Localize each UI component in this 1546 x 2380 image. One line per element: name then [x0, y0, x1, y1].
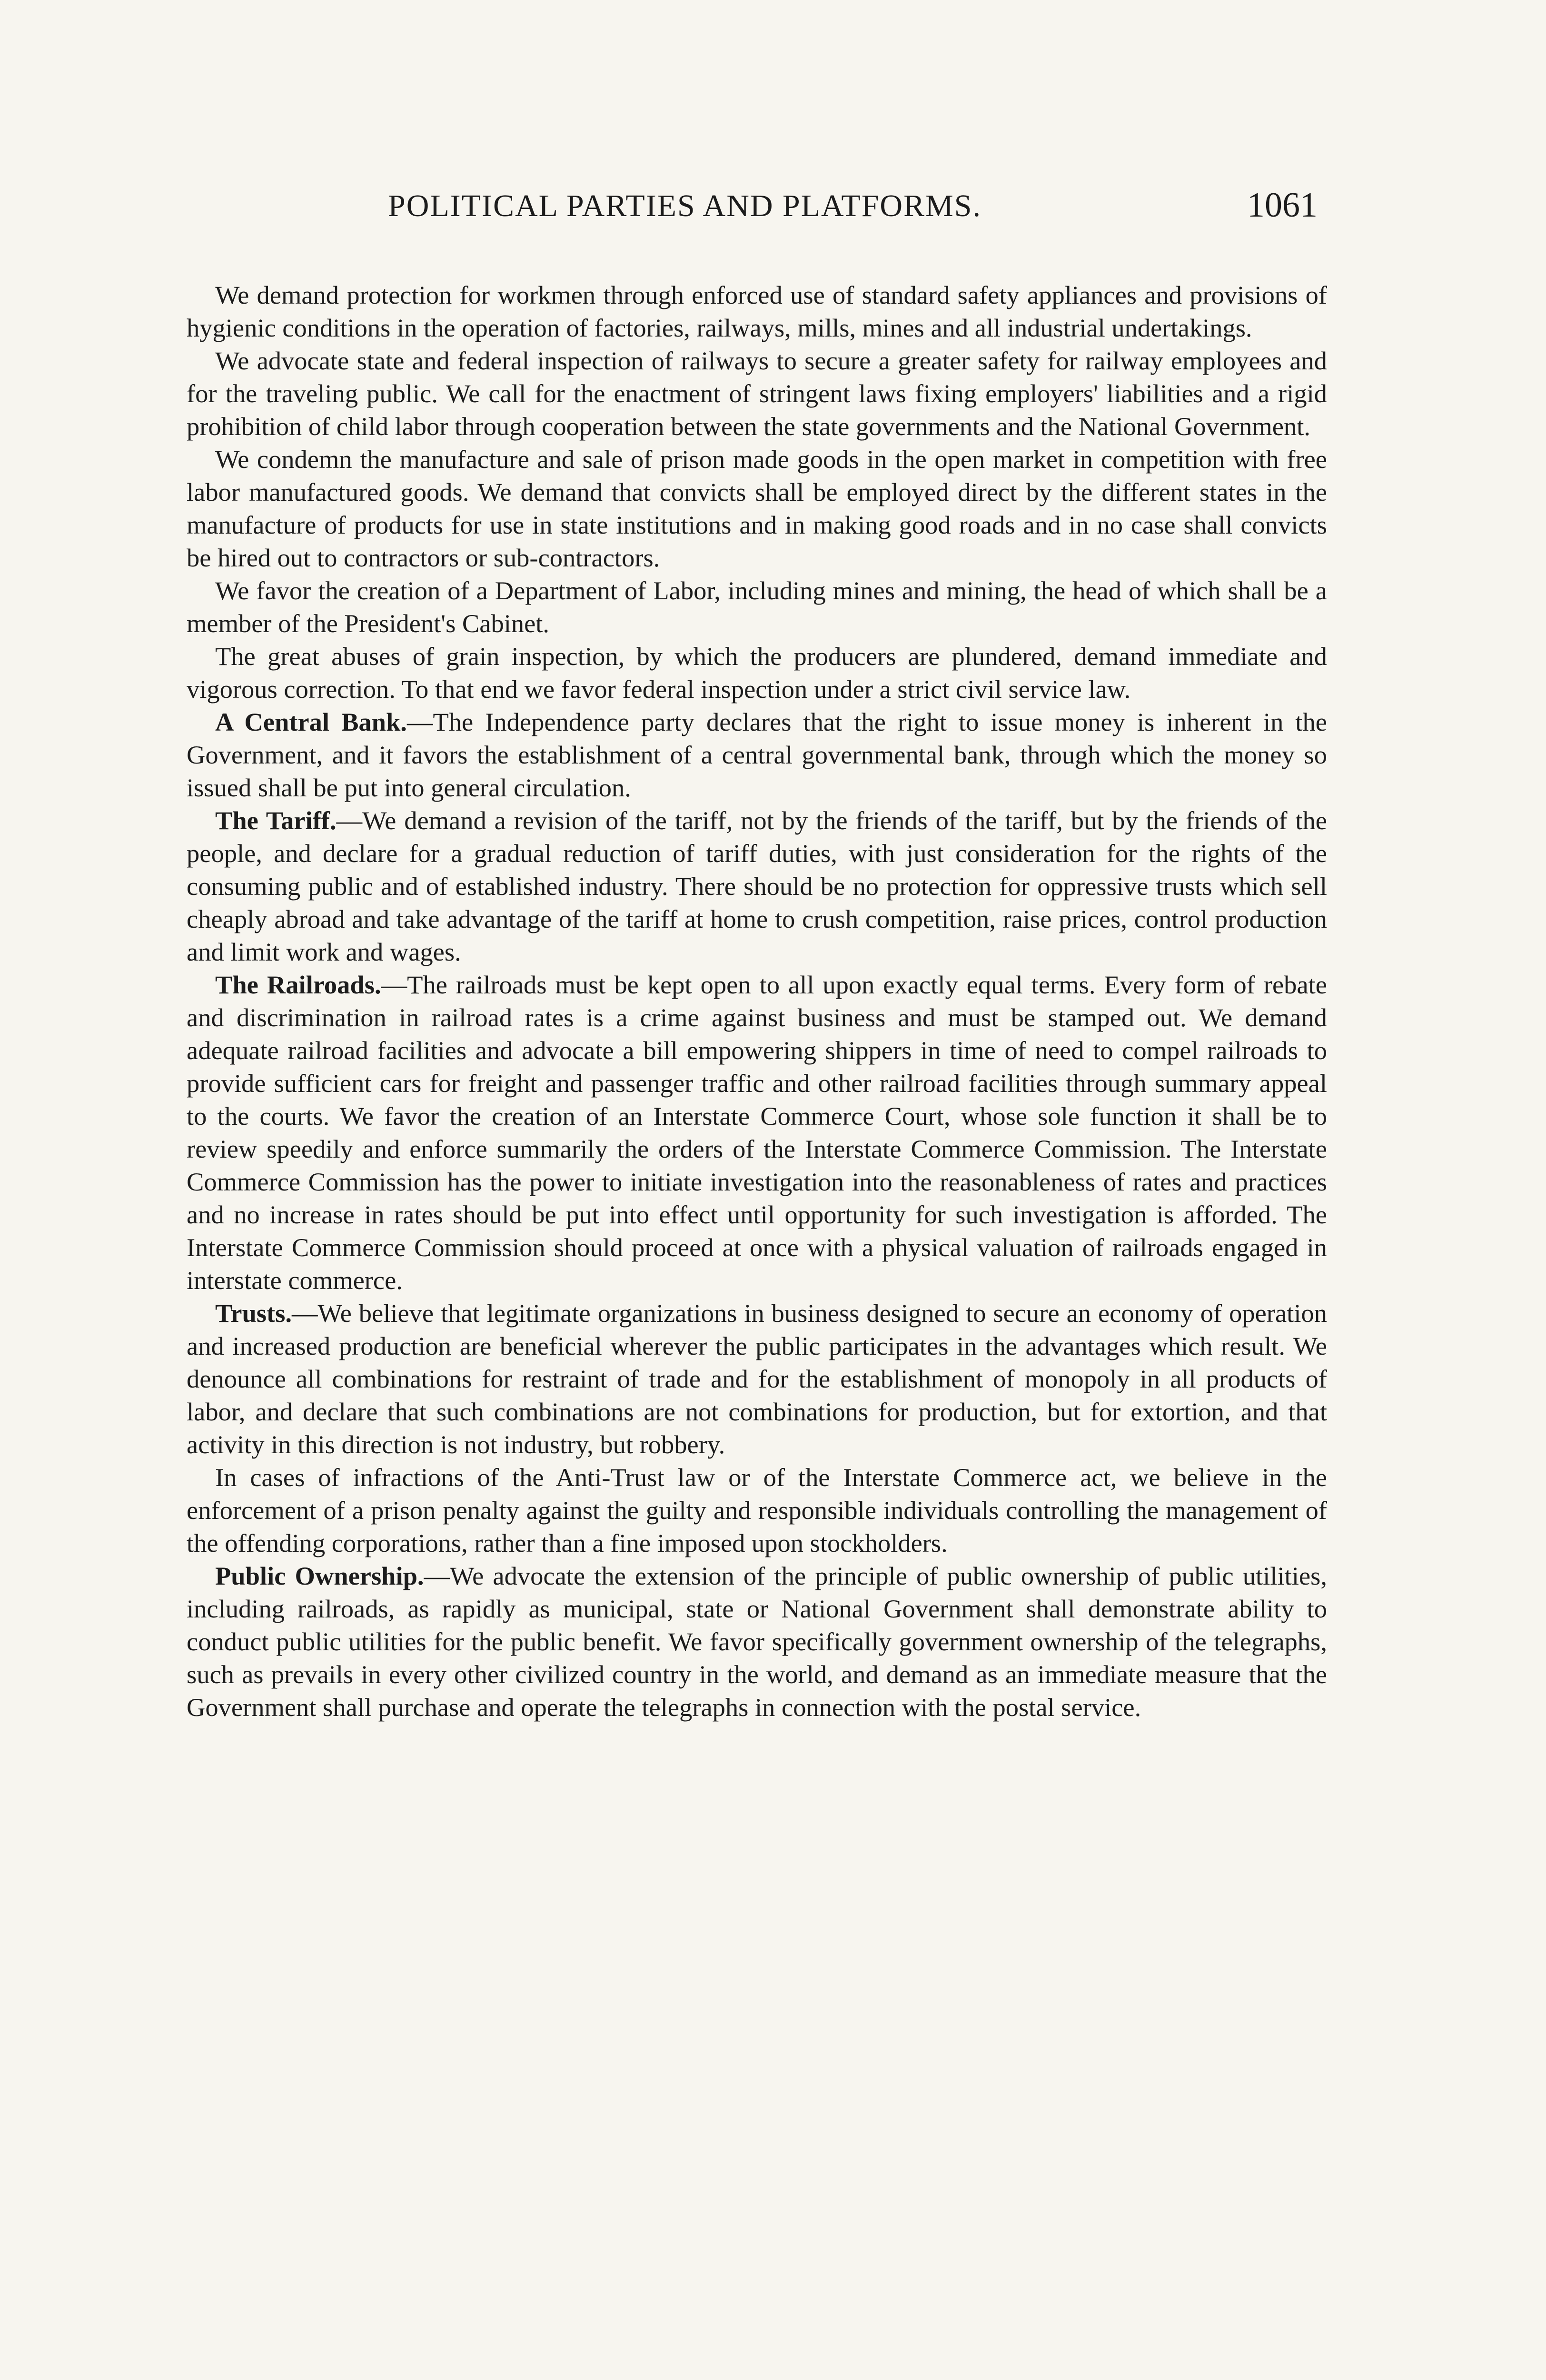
section-heading: A Central Bank.	[215, 707, 407, 736]
paragraph-text: —We demand a revision of the tariff, not by the friends of the tariff, but by the friends of the people, and declare for a gradual reduction of tariff duties, with just consideration for the rights of the consuming public and of established industry. There should be no protection for oppressive trusts which sell cheaply abroad and take advantage of the tariff at home to crush competition, raise prices, control production and limit work and wages.	[187, 806, 1327, 966]
section-heading: The Railroads.	[215, 970, 381, 999]
paragraph-text: We advocate state and federal inspection of railways to secure a greater safety for railway employees and for the traveling public. We call for the enactment of stringent laws fixing employers' liabilities and a rigid prohibition of child labor through cooperation between the state governments and the National Government.	[187, 346, 1327, 441]
section-heading: Trusts.	[215, 1299, 292, 1328]
paragraph-text: We favor the creation of a Department of Labor, including mines and mining, the head of which shall be a member of the President's Cabinet.	[187, 576, 1327, 638]
page-number: 1061	[1247, 186, 1318, 225]
paragraph-grain-inspection	[187, 640, 1327, 705]
body-text	[187, 278, 1327, 1724]
paragraph-text: In cases of infractions of the Anti-Trust law or of the Interstate Commerce act, we believe in the enforcement of a prison penalty against the guilty and responsible individuals controlling the management of the offending corporations, rather than a fine imposed upon stockholders.	[187, 1463, 1327, 1557]
paragraph-railway-inspection	[187, 344, 1327, 443]
paragraph-text: —We believe that legitimate organizations in business designed to secure an economy of operation and increased production are beneficial wherever the public participates in the advantages which result. We denounce all combinations for restraint of trade and for the establishment of monopoly in all products of labor, and declare that such combinations are not combinations for production, but for extortion, and that activity in this direction is not industry, but robbery.	[187, 1299, 1327, 1459]
running-head: POLITICAL PARTIES AND PLATFORMS.	[388, 188, 982, 223]
paragraph-text: —The Independence party declares that the right to issue money is inherent in the Government, and it favors the establishment of a central governmental bank, through which the money so issued shall be put into general circulation.	[187, 707, 1327, 802]
page-header	[0, 188, 1546, 240]
paragraph-public-ownership	[187, 1559, 1327, 1724]
paragraph-trusts	[187, 1297, 1327, 1461]
paragraph-railroads	[187, 968, 1327, 1297]
section-heading: Public Ownership.	[215, 1561, 424, 1590]
paragraph-text: The great abuses of grain inspection, by which the producers are plundered, demand immediate and vigorous correction. To that end we favor federal inspection under a strict civil service law.	[187, 642, 1327, 704]
paragraph-text: —The railroads must be kept open to all upon exactly equal terms. Every form of rebate and discrimination in railroad rates is a crime against business and must be stamped out. We demand adequate railroad facilities and advocate a bill empowering shippers in time of need to compel railroads to provide sufficient cars for freight and passenger traffic and other railroad facilities through summary appeal to the courts. We favor the creation of an Interstate Commerce Court, whose sole function it shall be to review speedily and enforce summarily the orders of the Interstate Commerce Commission. The Interstate Commerce Commission has the power to initiate investigation into the reasonableness of rates and practices and no increase in rates should be put into effect until opportunity for such investigation is afforded. The Interstate Commerce Commission should proceed at once with a physical valuation of railroads engaged in interstate commerce.	[187, 970, 1327, 1295]
paragraph-prison-goods	[187, 443, 1327, 574]
paragraph-central-bank	[187, 705, 1327, 804]
paragraph-department-of-labor	[187, 574, 1327, 640]
paragraph-workmen-safety	[187, 278, 1327, 344]
section-heading: The Tariff.	[215, 806, 337, 835]
paragraph-text: We condemn the manufacture and sale of prison made goods in the open market in competition with free labor manufactured goods. We demand that convicts shall be employed direct by the different states in the manufacture of products for use in state institutions and in making good roads and in no case shall convicts be hired out to contractors or sub-contractors.	[187, 445, 1327, 572]
paragraph-anti-trust-penalty	[187, 1461, 1327, 1559]
paragraph-tariff	[187, 804, 1327, 968]
paragraph-text: We demand protection for workmen through enforced use of standard safety appliances and provisions of hygienic conditions in the operation of factories, railways, mills, mines and all industrial undertakings.	[187, 280, 1327, 342]
paragraph-text: —We advocate the extension of the principle of public ownership of public utilities, including railroads, as rapidly as municipal, state or National Government shall demonstrate ability to conduct public utilities for the public benefit. We favor specifically government ownership of the telegraphs, such as prevails in every other civilized country in the world, and demand as an immediate measure that the Government shall purchase and operate the telegraphs in connection with the postal service.	[187, 1561, 1327, 1722]
